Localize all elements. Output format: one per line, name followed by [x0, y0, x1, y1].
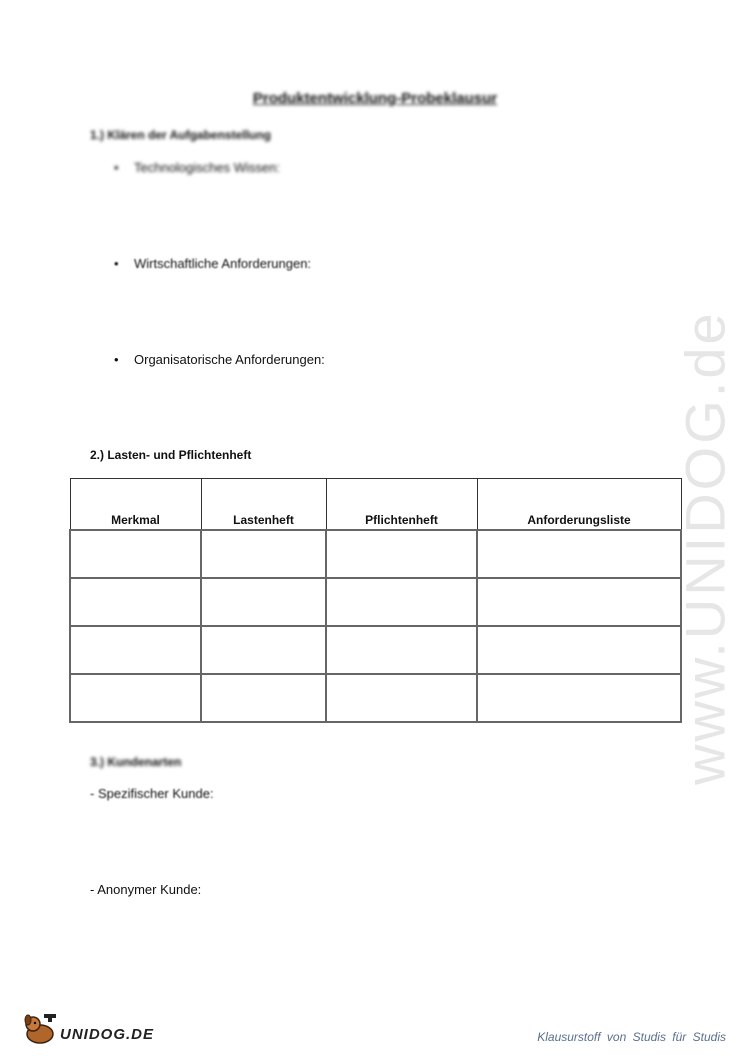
footer-tagline: Klausurstoff von Studis für Studis [537, 1030, 726, 1044]
table-cell [70, 578, 201, 626]
section-1-heading: 1.) Klären der Aufgabenstellung [90, 128, 271, 142]
table-row [70, 578, 681, 626]
bullet-item [114, 352, 325, 367]
customer-type-item: - Spezifischer Kunde: [90, 786, 214, 801]
column-header: Anforderungsliste [477, 479, 681, 531]
table-cell [70, 674, 201, 722]
requirements-table [69, 478, 682, 723]
column-header: Pflichtenheft [326, 479, 477, 531]
table-row [70, 626, 681, 674]
table-cell [201, 674, 326, 722]
bullet-icon: • [114, 256, 119, 271]
table-row [70, 674, 681, 722]
table-cell [201, 626, 326, 674]
table-cell [201, 578, 326, 626]
table-cell [326, 674, 477, 722]
table-row [70, 530, 681, 578]
table-cell [477, 674, 681, 722]
bullet-item [114, 256, 311, 271]
column-header: Lastenheft [201, 479, 326, 531]
table-cell [70, 626, 201, 674]
bullet-icon: • [114, 352, 119, 367]
table-cell [477, 530, 681, 578]
bullet-item [114, 160, 280, 175]
table-cell [326, 578, 477, 626]
page-title: Produktentwicklung-Probeklausur [252, 90, 498, 107]
bullet-text: Organisatorische Anforderungen: [134, 352, 325, 367]
section-2-heading: 2.) Lasten- und Pflichtenheft [90, 448, 252, 462]
table-header-row [70, 479, 681, 531]
bullet-text: Wirtschaftliche Anforderungen: [134, 256, 312, 271]
bullet-text: Technologisches Wissen: [134, 160, 280, 175]
section-3-heading: 3.) Kundenarten [90, 755, 182, 769]
logo-text: UNIDOG.DE [60, 1026, 155, 1043]
watermark: www.UNIDOG.de [673, 310, 737, 785]
column-header: Merkmal [70, 479, 201, 531]
table-cell [477, 626, 681, 674]
bullet-icon: • [114, 160, 119, 175]
table-cell [70, 530, 201, 578]
table-cell [326, 626, 477, 674]
dog-icon [22, 1012, 62, 1046]
unidog-logo [22, 1012, 155, 1051]
customer-type-item: - Anonymer Kunde: [90, 882, 202, 897]
table-cell [477, 578, 681, 626]
table-cell [201, 530, 326, 578]
table-cell [326, 530, 477, 578]
